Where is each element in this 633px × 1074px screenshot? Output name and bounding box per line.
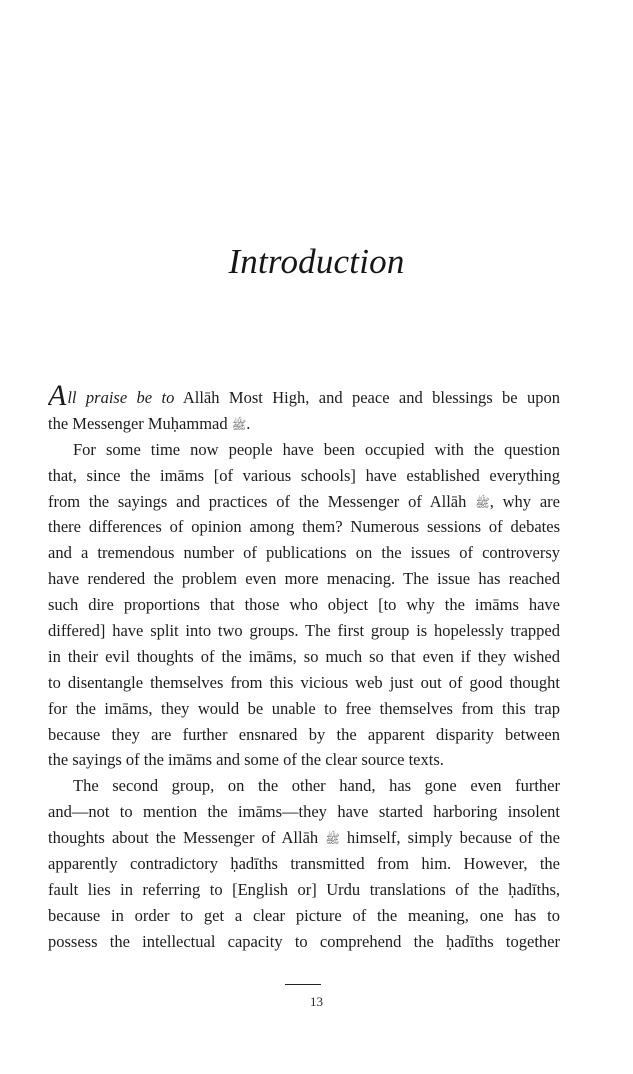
text-line: the sayings of the imāms and some of the clear source texts. — [48, 750, 444, 770]
salutation-glyph-icon: ﷺ — [231, 417, 247, 432]
text-line: because in order to get a clear picture of the meaning, one has to — [48, 905, 560, 925]
text-line: such dire proportions that those who object [to why the imāms have — [48, 595, 560, 615]
text-line — [48, 825, 560, 851]
text-line: For some time now people have been occupied with the question — [73, 439, 560, 459]
body-text — [48, 385, 560, 955]
text-line-end: , why are — [489, 491, 560, 511]
salutation-glyph-icon: ﷺ — [325, 832, 340, 847]
text-line: apparently contradictory ḥadīths transmitted from him. However, the — [48, 854, 560, 874]
text-line-end: himself, simply because of the — [339, 828, 560, 848]
opening-line-2-text: the Messenger Muḥammad — [48, 413, 232, 433]
text-line-start: thoughts about the Messenger of Allāh — [48, 828, 326, 848]
text-line: possess the intellectual capacity to comprehend the ḥadīths together — [48, 931, 560, 951]
text-line: differed] have split into two groups. The first group is hopelessly trapped — [48, 621, 560, 641]
salutation-glyph-icon: ﷺ — [475, 495, 490, 510]
text-line: and a tremendous number of publications on the issues of controversy — [48, 543, 560, 563]
text-line: The second group, on the other hand, has gone even further — [73, 776, 560, 796]
opening-line-2-end: . — [246, 413, 251, 433]
text-line: and—not to mention the imāms—they have started harboring insolent — [48, 802, 560, 822]
page-number: 13 — [310, 994, 323, 1009]
opening-line-1 — [48, 385, 560, 411]
text-line: because they are further ensnared by the apparent disparity between — [48, 724, 560, 744]
chapter-title: Introduction — [228, 242, 405, 281]
text-line: in their evil thoughts of the imāms, so much so that even if they wished — [48, 646, 560, 666]
footer-rule — [285, 984, 321, 985]
text-line-start: from the sayings and practices of the Messenger of Allāh — [48, 491, 476, 511]
opening-line-1-text: Allāh Most High, and peace and blessings be upon — [174, 388, 560, 407]
text-line — [48, 489, 560, 515]
text-line: to disentangle themselves from this vicious web just out of good thought — [48, 672, 560, 692]
opening-line-2 — [48, 411, 560, 437]
text-line: fault lies in referring to [English or] Urdu translations of the ḥadīths, — [48, 879, 560, 899]
text-line: that, since the imāms [of various schools] have established everything — [48, 465, 560, 485]
drop-cap: A — [48, 385, 67, 411]
text-line: there differences of opinion among them? Numerous sessions of debates — [48, 517, 560, 537]
text-line: for the imāms, they would be unable to free themselves from this trap — [48, 698, 560, 718]
italic-lead-in: ll praise be to — [67, 388, 175, 407]
text-line: have rendered the problem even more menacing. The issue has reached — [48, 569, 560, 589]
